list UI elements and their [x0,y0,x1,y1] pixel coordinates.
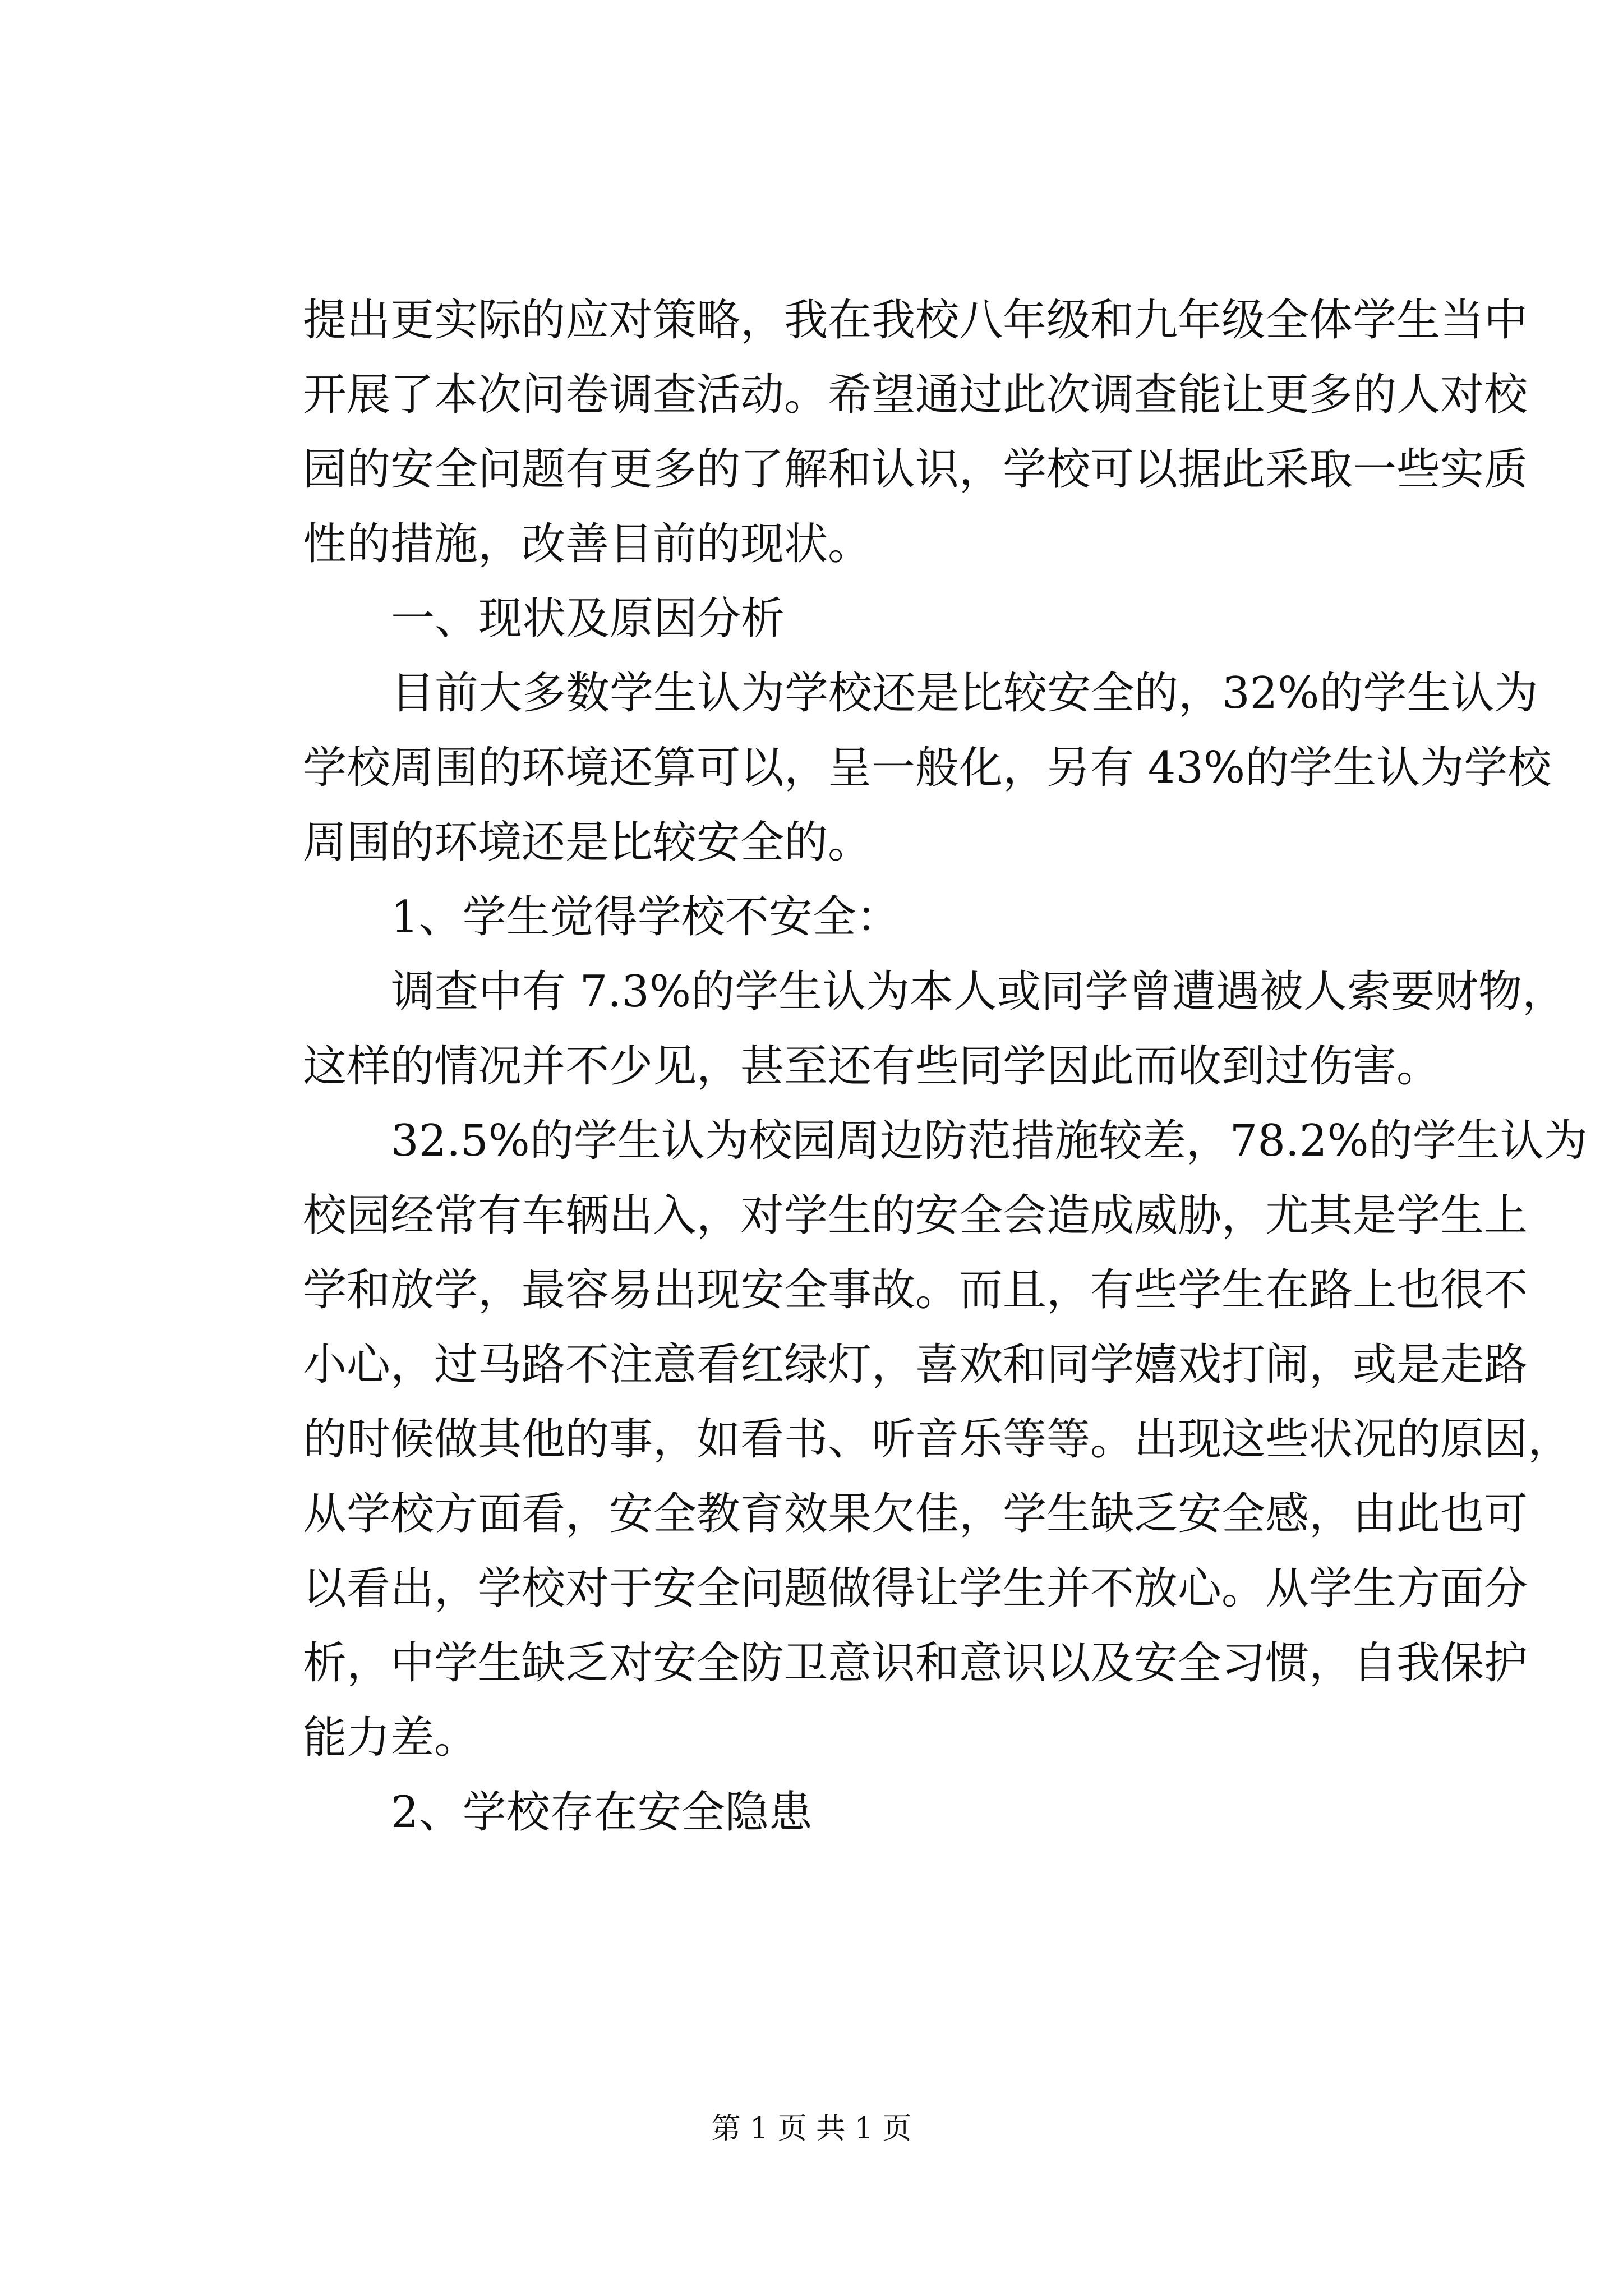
body-line: 学校周围的环境还算可以，呈一般化，另有 43%的学生认为学校 [303,743,1552,793]
subsection-heading: 1、学生觉得学校不安全： [391,892,900,942]
body-line: 析，中学生缺乏对安全防卫意识和意识以及安全习惯，自我保护 [303,1638,1528,1688]
body-line: 32.5%的学生认为校园周边防范措施较差，78.2%的学生认为 [391,1116,1588,1166]
body-line: 从学校方面看，安全教育效果欠佳，学生缺乏安全感，由此也可 [303,1489,1528,1539]
body-line: 提出更实际的应对策略，我在我校八年级和九年级全体学生当中 [303,295,1528,346]
body-line: 周围的环境还是比较安全的。 [303,817,872,868]
body-line: 调查中有 7.3%的学生认为本人或同学曾遭遇被人索要财物， [391,967,1566,1017]
body-line: 园的安全问题有更多的了解和认识，学校可以据此采取一些实质 [303,444,1528,495]
page-footer: 第 1 页 共 1 页 [711,2112,912,2146]
body-line: 目前大多数学生认为学校还是比较安全的，32%的学生认为 [391,668,1538,719]
body-line: 这样的情况并不少见，甚至还有些同学因此而收到过伤害。 [303,1041,1441,1092]
body-line: 能力差。 [303,1713,478,1763]
body-line: 小心，过马路不注意看红绿灯，喜欢和同学嬉戏打闹，或是走路 [303,1340,1528,1390]
document-body [303,283,1588,1850]
section-heading: 一、现状及原因分析 [391,593,785,644]
body-line: 校园经常有车辆出入，对学生的安全会造成威胁，尤其是学生上 [303,1190,1528,1241]
body-line: 的时候做其他的事，如看书、听音乐等等。出现这些状况的原因， [303,1414,1572,1465]
body-line: 以看出，学校对于安全问题做得让学生并不放心。从学生方面分 [303,1563,1528,1614]
body-line: 开展了本次问卷调查活动。希望通过此次调查能让更多的人对校 [303,370,1528,420]
subsection-heading: 2、学校存在安全隐患 [391,1787,813,1838]
body-line: 学和放学，最容易出现安全事故。而且，有些学生在路上也很不 [303,1265,1528,1315]
body-line: 性的措施，改善目前的现状。 [303,519,872,569]
